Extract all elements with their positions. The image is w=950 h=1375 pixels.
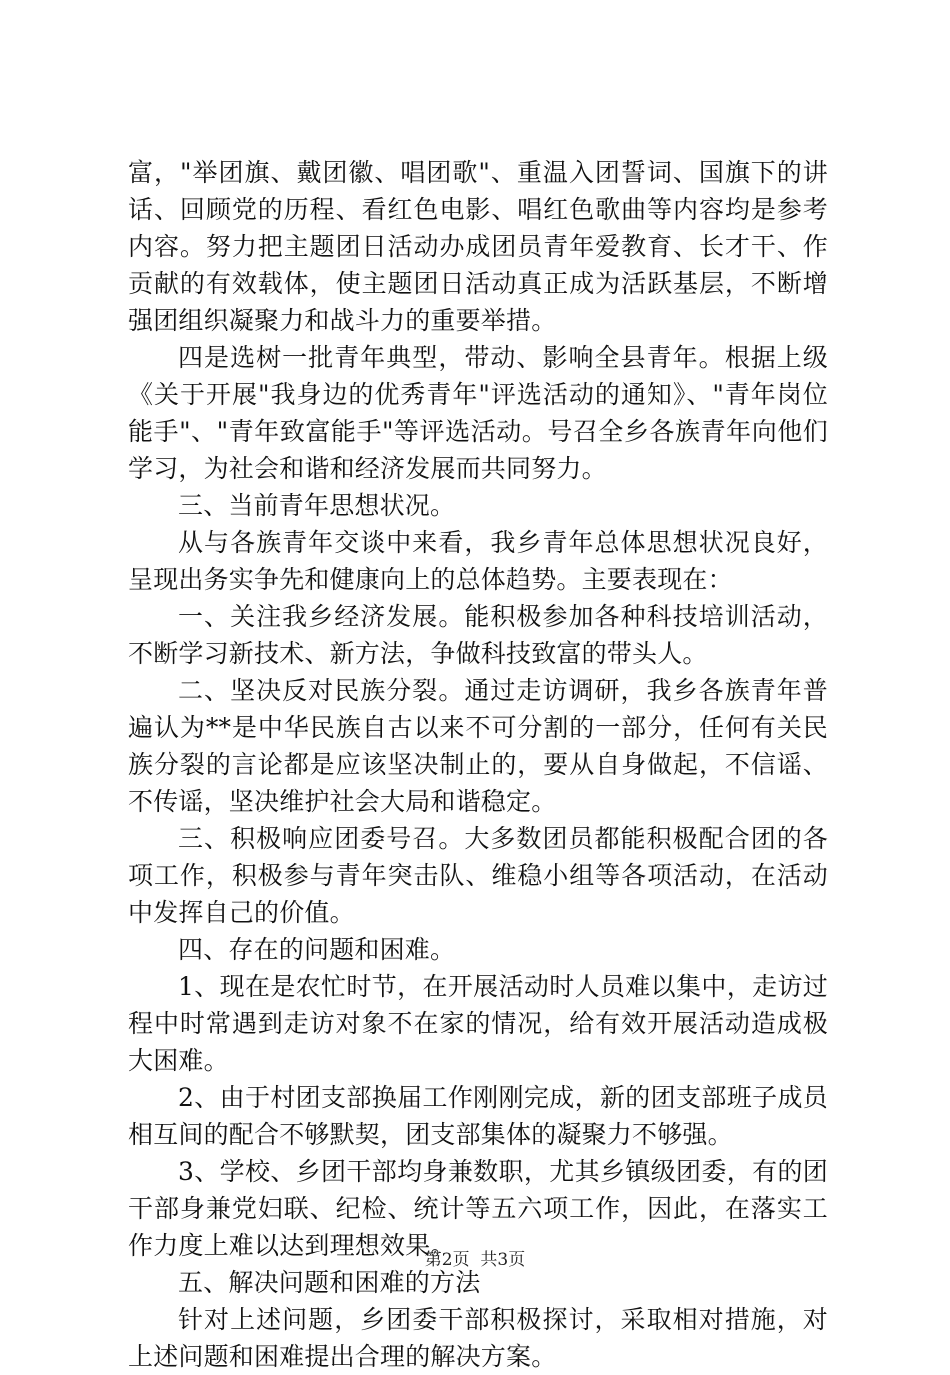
paragraph-9: 1、现在是农忙时节，在开展活动时人员难以集中，走访过程中时常遇到走访对象不在家的情况，给有效开展活动造成极大困难。: [128, 972, 828, 1075]
page-footer: [0, 1245, 950, 1270]
paragraph-10: 2、由于村团支部换届工作刚刚完成，新的团支部班子成员相互间的配合不够默契，团支部集体的凝聚力不够强。: [128, 1083, 828, 1149]
paragraph-6: 二、坚决反对民族分裂。通过走访调研，我乡各族青年普遍认为**是中华民族自古以来不可分割的一部分，任何有关民族分裂的言论都是应该坚决制止的，要从自身做起，不信谣、不传谣，坚决维护社会大局和谐稳定。: [128, 676, 828, 816]
page-number-label: 第2页 共3页: [424, 1250, 526, 1270]
document-body: [128, 154, 828, 1375]
section-heading-5: 五、解决问题和困难的方法: [178, 1268, 481, 1297]
paragraph-4: 从与各族青年交谈中来看，我乡青年总体思想状况良好，呈现出务实争先和健康向上的总体趋势。主要表现在：: [128, 528, 828, 594]
paragraph-2: 四是选树一批青年典型，带动、影响全县青年。根据上级《关于开展"我身边的优秀青年"评选活动的通知》、"青年岗位能手"、"青年致富能手"等评选活动。号召全乡各族青年向他们学习，为社会和谐和经济发展而共同努力。: [128, 343, 828, 483]
paragraph-1: 富，"举团旗、戴团徽、唱团歌"、重温入团誓词、国旗下的讲话、回顾党的历程、看红色电影、唱红色歌曲等内容均是参考内容。努力把主题团日活动办成团员青年爱教育、长才干、作贡献的有效载体，使主题团日活动真正成为活跃基层，不断增强团组织凝聚力和战斗力的重要举措。: [128, 158, 828, 335]
section-heading-3: 三、当前青年思想状况。: [178, 491, 456, 520]
paragraph-7: 三、积极响应团委号召。大多数团员都能积极配合团的各项工作，积极参与青年突击队、维稳小组等各项活动，在活动中发挥自己的价值。: [128, 824, 828, 927]
paragraph-13: 针对上述问题，乡团委干部积极探讨，采取相对措施，对上述问题和困难提出合理的解决方案。: [128, 1305, 828, 1371]
section-heading-4: 四、存在的问题和困难。: [178, 935, 456, 964]
paragraph-11: 3、学校、乡团干部均身兼数职，尤其乡镇级团委，有的团干部身兼党妇联、纪检、统计等五六项工作，因此，在落实工作力度上难以达到理想效果。: [128, 1157, 828, 1260]
paragraph-5: 一、关注我乡经济发展。能积极参加各种科技培训活动，不断学习新技术、新方法，争做科技致富的带头人。: [128, 602, 828, 668]
